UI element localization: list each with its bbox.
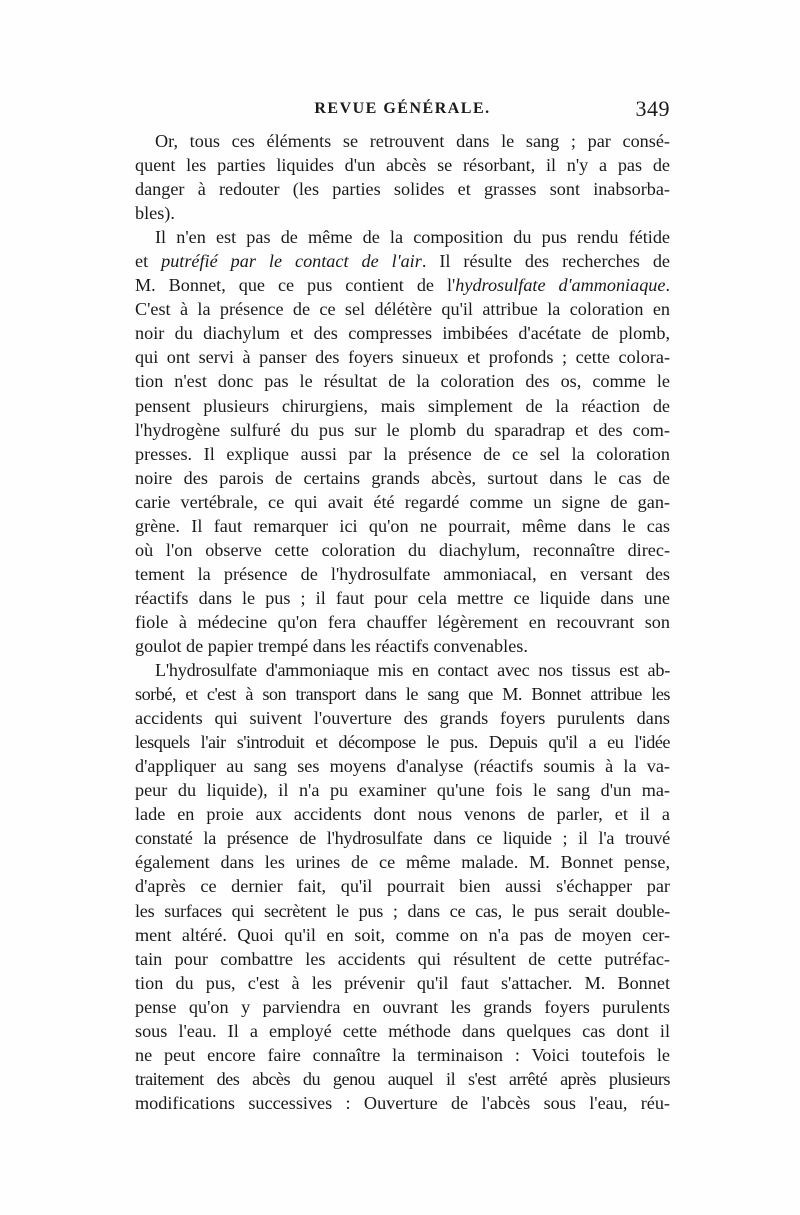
text-line: l'hydrogène sulfuré du pus sur le plomb du sparadrap et des com- [135, 419, 670, 440]
running-title: REVUE GÉNÉRALE. [314, 100, 491, 117]
text-line: tain pour combattre les accidents qui résultent de cette putréfac- [135, 948, 670, 969]
text-line: presses. Il explique aussi par la présence de ce sel la coloration [135, 443, 670, 464]
text-line: traitement des abcès du genou auquel il s'est arrêté après plusieurs [135, 1068, 670, 1089]
italic-phrase: putréfié par le contact de l'air [161, 251, 422, 272]
text-line: réactifs dans le pus ; il faut pour cela mettre ce liquide dans une [135, 587, 670, 608]
page-number: 349 [635, 96, 670, 121]
text-segment: M. Bonnet, que ce pus contient de l' [135, 275, 456, 296]
text-line: bles). [135, 203, 175, 224]
text-line: C'est à la présence de ce sel délétère qu'il attribue la coloration en [135, 299, 670, 320]
text-line: tion n'est donc pas le résultat de la coloration des os, comme le [135, 371, 670, 392]
text-segment: et [135, 251, 162, 272]
text-line: fiole à médecine qu'on fera chauffer légèrement en recouvrant son [135, 611, 670, 632]
text-line: tion du pus, c'est à les prévenir qu'il faut s'attacher. M. Bonnet [135, 972, 670, 993]
paragraph-1 [135, 129, 670, 225]
text-line: Il n'en est pas de même de la composition du pus rendu fétide [155, 227, 670, 248]
text-line: où l'on observe cette coloration du diachylum, reconnaître direc- [135, 539, 670, 560]
text-line: d'appliquer au sang ses moyens d'analyse (réactifs soumis à la va- [135, 756, 670, 777]
text-line: d'après ce dernier fait, qu'il pourrait bien aussi s'échapper par [135, 876, 670, 897]
text-line: ne peut encore faire connaître la terminaison : Voici toutefois le [135, 1044, 670, 1065]
text-line: également dans les urines de ce même malade. M. Bonnet pense, [135, 852, 670, 873]
text-line: L'hydrosulfate d'ammoniaque mis en contact avec nos tissus est ab- [155, 660, 670, 681]
text-line: goulot de papier trempé dans les réactifs convenables. [135, 635, 528, 656]
text-line: pense qu'on y parviendra en ouvrant les grands foyers purulents [135, 996, 670, 1017]
text-line: les surfaces qui secrètent le pus ; dans ce cas, le pus serait double- [135, 900, 670, 921]
text-line: lade en proie aux accidents dont nous venons de parler, et il a [135, 804, 670, 825]
text-line: noir du diachylum et des compresses imbibées d'acétate de plomb, [135, 323, 670, 344]
text-line: sorbé, et c'est à son transport dans le sang que M. Bonnet attribue les [135, 684, 670, 705]
text-line: Or, tous ces éléments se retrouvent dans le sang ; par consé- [155, 131, 670, 151]
text-line: sous l'eau. Il a employé cette méthode dans quelques cas dont il [135, 1020, 670, 1041]
text-line: noire des parois de certains grands abcès, surtout dans le cas de [135, 467, 670, 488]
text-line: lesquels l'air s'introduit et décompose le pus. Depuis qu'il a eu l'idée [135, 732, 670, 753]
text-line [135, 249, 670, 273]
text-segment: . Il résulte des recherches de [421, 251, 670, 272]
text-line: grène. Il faut remarquer ici qu'on ne pourrait, même dans le cas [135, 515, 670, 536]
text-line: danger à redouter (les parties solides et grasses sont inabsorba- [135, 179, 670, 200]
paragraph-2 [135, 225, 670, 658]
text-line: pensent plusieurs chirurgiens, mais simplement de la réaction de [135, 395, 670, 416]
italic-phrase: hydrosulfate d'ammoniaque [455, 275, 666, 296]
paragraph-3 [135, 658, 670, 1115]
text-line: qui ont servi à panser des foyers sinueux et profonds ; cette colora- [135, 347, 670, 368]
running-head [135, 96, 670, 126]
text-line [135, 273, 670, 297]
text-line: tement la présence de l'hydrosulfate ammoniacal, en versant des [135, 563, 670, 584]
text-segment: . [665, 275, 670, 296]
text-line: ment altéré. Quoi qu'il en soit, comme on n'a pas de moyen cer- [135, 924, 670, 945]
text-line: quent les parties liquides d'un abcès se résorbant, il n'y a pas de [135, 155, 670, 176]
text-line: modifications successives : Ouverture de l'abcès sous l'eau, réu- [135, 1092, 670, 1113]
text-line: constaté la présence de l'hydrosulfate dans ce liquide ; il l'a trouvé [135, 828, 670, 849]
text-line: carie vertébrale, ce qui avait été regardé comme un signe de gan- [135, 491, 670, 512]
body-text [135, 129, 670, 1115]
text-line: accidents qui suivent l'ouverture des grands foyers purulents dans [135, 708, 670, 729]
text-line: peur du liquide), il n'a pu examiner qu'une fois le sang d'un ma- [135, 780, 670, 801]
